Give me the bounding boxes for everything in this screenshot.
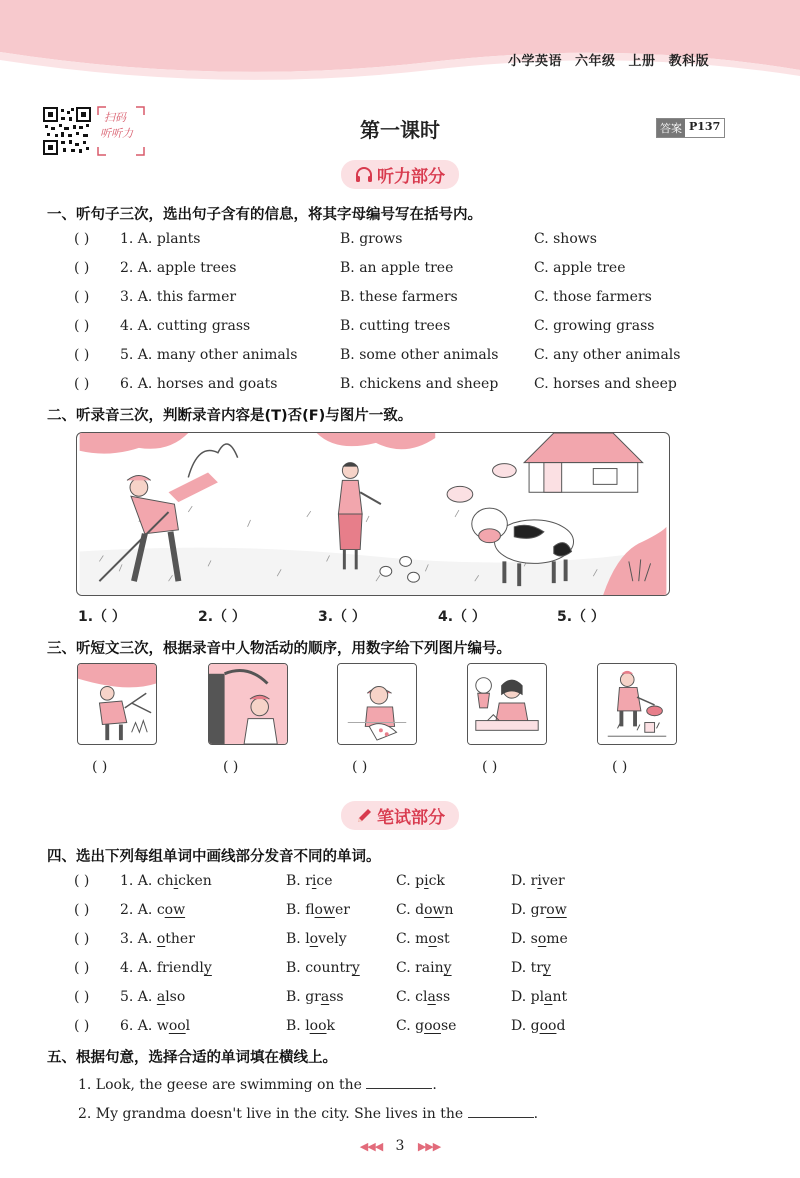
book-info: 小学英语 六年级 上册 教科版	[508, 54, 710, 69]
q4-answer-paren[interactable]: ( )	[74, 1018, 90, 1034]
q4-option-a	[120, 931, 195, 947]
q1-heading: 一、听句子三次，选出句子含有的信息，将其字母编号写在括号内。	[47, 207, 482, 223]
q1-option-a: 4. A. cutting grass	[120, 318, 251, 334]
q1-option-a: 2. A. apple trees	[120, 260, 237, 276]
q2-answer-3[interactable]: 3.（ ）	[318, 609, 366, 625]
q1-answer-paren[interactable]: ( )	[74, 260, 90, 276]
underlined-letters: oo	[424, 1018, 441, 1034]
underlined-letters: ow	[546, 902, 567, 918]
q1-option-a: 5. A. many other animals	[120, 347, 298, 363]
header-band	[0, 0, 800, 90]
written-banner	[0, 801, 800, 830]
q4-answer-paren[interactable]: ( )	[74, 902, 90, 918]
word-part: ver	[541, 873, 565, 889]
word-part: ck	[428, 873, 445, 889]
q1-item	[0, 231, 800, 253]
word-part: B. l	[286, 1018, 310, 1034]
word-part: l	[185, 1018, 191, 1034]
q3-answer-3[interactable]: ( )	[352, 759, 368, 775]
q4-option-c	[396, 931, 450, 947]
word-part: n	[444, 902, 454, 918]
left-arrows-icon: ◀◀◀	[359, 1140, 383, 1153]
q5-heading: 五、根据句意，选择合适的单词填在横线上。	[47, 1050, 337, 1066]
page-number: 3	[395, 1138, 405, 1154]
activity-picture-4	[467, 663, 547, 745]
word-part: C. rain	[396, 960, 444, 976]
underlined-letters: o	[428, 931, 437, 947]
q4-answer-paren[interactable]: ( )	[74, 931, 90, 947]
q2-answer-2[interactable]: 2.（ ）	[198, 609, 246, 625]
underlined-letters: i	[173, 873, 179, 889]
right-arrows-icon: ▶▶▶	[417, 1140, 441, 1153]
q1-answer-paren[interactable]: ( )	[74, 347, 90, 363]
q4-option-a	[120, 960, 212, 976]
activity-picture-3	[337, 663, 417, 745]
underlined-letters: a	[427, 989, 436, 1005]
word-part: lso	[165, 989, 186, 1005]
word-part: B. r	[286, 873, 312, 889]
written-banner-label: 笔试部分	[377, 808, 445, 828]
word-part: 4. A. friendl	[120, 960, 204, 976]
answer-page: P137	[689, 120, 721, 133]
answer-reference[interactable]	[656, 118, 725, 138]
q1-answer-paren[interactable]: ( )	[74, 231, 90, 247]
q5-item-2-after: .	[533, 1106, 539, 1122]
q1-option-b: B. some other animals	[340, 347, 499, 363]
q1-option-b: B. an apple tree	[340, 260, 454, 276]
underlined-letters: y	[203, 960, 212, 976]
word-part: vely	[318, 931, 347, 947]
q4-option-c	[396, 960, 452, 976]
q1-option-c: C. horses and sheep	[534, 376, 677, 392]
word-part: nt	[552, 989, 568, 1005]
underlined-letters: i	[424, 873, 429, 889]
q3-answer-1[interactable]: ( )	[92, 759, 108, 775]
q1-item	[0, 376, 800, 398]
underlined-letters: oo	[168, 1018, 186, 1034]
q2-heading: 二、听录音三次，判断录音内容是(T)否(F)与图片一致。	[47, 408, 413, 424]
word-part: cken	[178, 873, 212, 889]
q1-option-c: C. shows	[534, 231, 597, 247]
q4-option-d	[511, 902, 567, 918]
word-part: 1. A. ch	[120, 873, 174, 889]
word-part: ss	[435, 989, 451, 1005]
underlined-letters: o	[309, 931, 319, 947]
q4-option-a	[120, 1018, 190, 1034]
word-part: 6. A. w	[120, 1018, 169, 1034]
word-part: 2. A. c	[120, 902, 165, 918]
word-part: se	[440, 1018, 457, 1034]
scan-hint-line1: 扫码	[104, 111, 126, 124]
q4-option-d	[511, 989, 567, 1005]
q4-option-b	[286, 1018, 335, 1034]
underlined-letters: oo	[309, 1018, 327, 1034]
q1-option-a: 6. A. horses and goats	[120, 376, 278, 392]
q4-option-c	[396, 902, 454, 918]
word-part: ther	[165, 931, 195, 947]
q1-item	[0, 347, 800, 369]
q1-option-a: 3. A. this farmer	[120, 289, 237, 305]
q3-answer-2[interactable]: ( )	[223, 759, 239, 775]
q1-option-c: C. apple tree	[534, 260, 626, 276]
q4-option-d	[511, 873, 565, 889]
q4-option-b	[286, 931, 347, 947]
q4-option-c	[396, 873, 445, 889]
q1-option-c: C. those farmers	[534, 289, 652, 305]
underlined-letters: y	[542, 960, 551, 976]
underlined-letters: i	[537, 873, 542, 889]
word-part: D. gr	[511, 902, 547, 918]
listening-banner	[0, 160, 800, 189]
activity-picture-5	[597, 663, 677, 745]
word-part: D. s	[511, 931, 538, 947]
q4-answer-paren[interactable]: ( )	[74, 873, 90, 889]
underlined-letters: ow	[314, 902, 335, 918]
underlined-letters: a	[544, 989, 553, 1005]
activity-picture-1	[77, 663, 157, 745]
word-part: d	[556, 1018, 566, 1034]
listening-banner-label: 听力部分	[377, 167, 445, 187]
q4-answer-paren[interactable]: ( )	[74, 989, 90, 1005]
q1-option-b: B. these farmers	[340, 289, 458, 305]
q4-option-b	[286, 989, 344, 1005]
underlined-letters: o	[537, 931, 547, 947]
q1-item	[0, 318, 800, 340]
underlined-letters: y	[351, 960, 360, 976]
scan-hint-line2: 听听力	[100, 127, 133, 140]
page-title: 第一课时	[360, 118, 440, 142]
q5-item-1-before: 1. Look, the geese are swimming on the	[78, 1077, 367, 1093]
q5-item-1-after: .	[432, 1077, 437, 1093]
q4-option-d	[511, 1018, 565, 1034]
word-part: C. g	[396, 1018, 425, 1034]
word-part: st	[436, 931, 450, 947]
q1-item	[0, 260, 800, 282]
underlined-letters: o	[156, 931, 166, 947]
underlined-letters: i	[311, 873, 317, 889]
q3-answer-5[interactable]: ( )	[612, 759, 628, 775]
q5-item-1-blank[interactable]	[366, 1075, 432, 1089]
word-part: k	[326, 1018, 336, 1034]
q1-option-b: B. chickens and sheep	[340, 376, 499, 392]
q4-option-a	[120, 902, 185, 918]
q2-answer-4[interactable]: 4.（ ）	[438, 609, 486, 625]
q4-item	[0, 931, 800, 953]
q4-answer-paren[interactable]: ( )	[74, 960, 90, 976]
q4-option-c	[396, 1018, 456, 1034]
word-part: B. gr	[286, 989, 321, 1005]
q4-option-d	[511, 931, 568, 947]
q4-item	[0, 1018, 800, 1040]
word-part: ss	[329, 989, 344, 1005]
underlined-letters: a	[156, 989, 166, 1005]
word-part: C. p	[396, 873, 425, 889]
underlined-letters: ow	[424, 902, 445, 918]
word-part: B. fl	[286, 902, 315, 918]
word-part: D. r	[511, 873, 538, 889]
word-part: D. tr	[511, 960, 543, 976]
activity-picture-2	[208, 663, 288, 745]
q1-option-b: B. cutting trees	[340, 318, 451, 334]
q2-answer-5[interactable]: 5.（ ）	[557, 609, 605, 625]
underlined-letters: ow	[164, 902, 186, 918]
word-part: er	[334, 902, 350, 918]
q2-answer-1[interactable]: 1.（ ）	[78, 609, 126, 625]
word-part: B. l	[286, 931, 310, 947]
word-part: C. d	[396, 902, 425, 918]
q4-option-b	[286, 960, 360, 976]
q4-item	[0, 960, 800, 982]
q1-option-b: B. grows	[340, 231, 403, 247]
farm-scene-illustration	[76, 432, 670, 596]
q4-option-d	[511, 960, 551, 976]
q5-item-2-blank[interactable]	[468, 1104, 534, 1118]
q4-heading: 四、选出下列每组单词中画线部分发音不同的单词。	[47, 849, 381, 865]
word-part: ce	[316, 873, 333, 889]
answer-label: 答案	[657, 119, 685, 137]
word-part: D. g	[511, 1018, 540, 1034]
q5-item-1	[78, 1075, 437, 1093]
word-part: 3. A.	[120, 931, 157, 947]
q5-item-2-before: 2. My grandma doesn't live in the city. She lives in the	[78, 1106, 468, 1122]
word-part: 5. A.	[120, 989, 157, 1005]
q3-answer-4[interactable]: ( )	[482, 759, 498, 775]
word-part: me	[546, 931, 568, 947]
q1-option-c: C. any other animals	[534, 347, 681, 363]
q4-item	[0, 902, 800, 924]
q4-option-b	[286, 873, 333, 889]
q4-option-a	[120, 989, 185, 1005]
q1-answer-paren[interactable]: ( )	[74, 318, 90, 334]
q1-answer-paren[interactable]: ( )	[74, 289, 90, 305]
q1-answer-paren[interactable]: ( )	[74, 376, 90, 392]
q5-item-2	[78, 1104, 538, 1122]
q4-item	[0, 873, 800, 895]
word-part: C. cl	[396, 989, 428, 1005]
q1-item	[0, 289, 800, 311]
headphones-icon	[355, 167, 373, 183]
q4-option-a	[120, 873, 212, 889]
word-part: D. pl	[511, 989, 545, 1005]
q1-option-a: 1. A. plants	[120, 231, 201, 247]
pencil-icon	[355, 807, 373, 825]
q1-option-c: C. growing grass	[534, 318, 655, 334]
q3-heading: 三、听短文三次，根据录音中人物活动的顺序，用数字给下列图片编号。	[47, 641, 511, 657]
word-part: C. m	[396, 931, 429, 947]
underlined-letters: oo	[539, 1018, 557, 1034]
word-part: B. countr	[286, 960, 352, 976]
q4-item	[0, 989, 800, 1011]
underlined-letters: y	[443, 960, 452, 976]
underlined-letters: a	[320, 989, 330, 1005]
page-footer	[0, 1138, 800, 1154]
q4-option-c	[396, 989, 450, 1005]
q4-option-b	[286, 902, 350, 918]
